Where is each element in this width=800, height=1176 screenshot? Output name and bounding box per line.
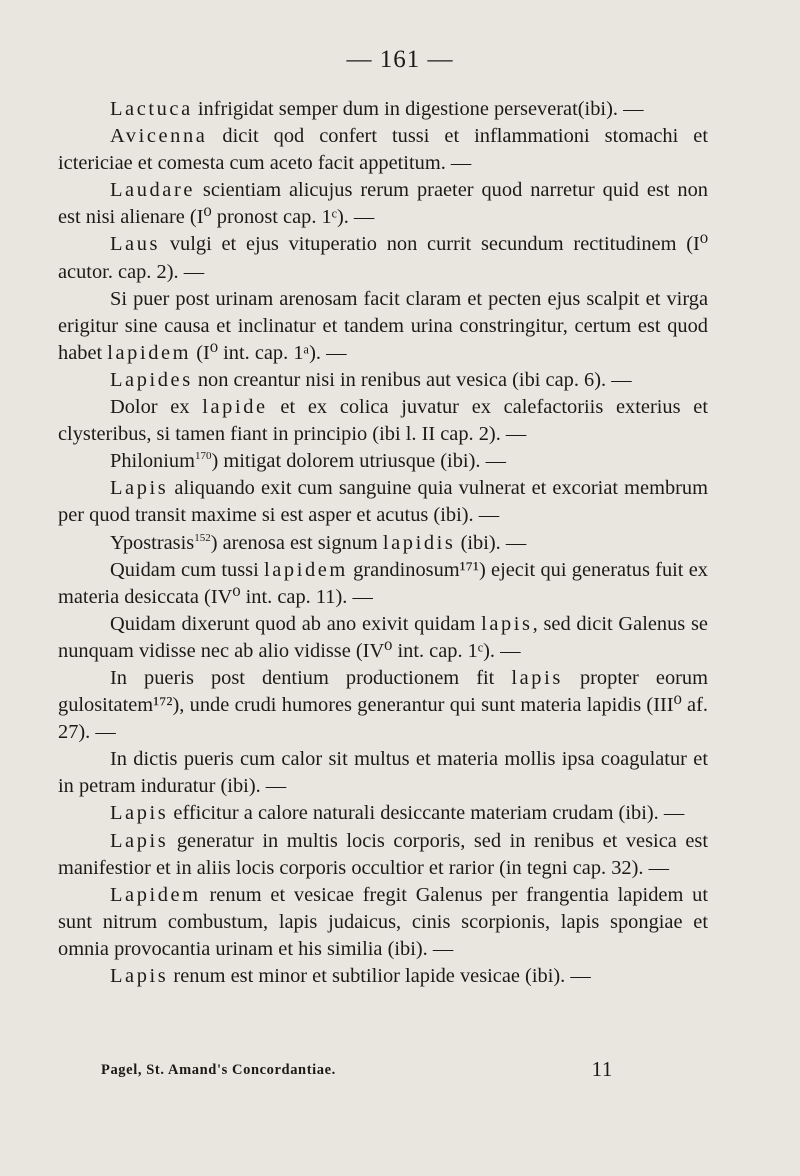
paragraph: [58, 828, 708, 882]
keyword: lapidem: [264, 558, 348, 581]
signature-mark: 11: [591, 1057, 613, 1081]
keyword: Lapis: [110, 802, 169, 825]
paragraph-text: Ypostrasis: [110, 531, 195, 554]
page-number: — 161 —: [346, 46, 454, 73]
keyword: lapidis: [382, 531, 456, 554]
paragraph-text: dicit qod confert tussi et inflammationi stomachi et ictericiae et comesta cum aceto facit appetitum. —: [58, 125, 708, 175]
paragraph: [58, 530, 708, 557]
paragraph-text: (ibi). —: [455, 531, 527, 554]
paragraph: [58, 800, 708, 827]
paragraph-text: In pueris post dentium productionem fit: [110, 666, 512, 689]
keyword: Lactuca: [110, 98, 193, 120]
text-body: [58, 96, 708, 990]
paragraph-text: non creantur nisi in renibus aut vesica (ibi cap. 6). —: [192, 368, 632, 391]
paragraph-text: Quidam cum tussi: [110, 558, 264, 581]
keyword: lapis: [481, 612, 533, 635]
paragraph: [58, 96, 708, 123]
keyword: Laudare: [110, 179, 195, 202]
paragraph: [58, 557, 708, 611]
paragraph-text: efficitur a calore naturali desiccante materiam crudam (ibi). —: [168, 802, 685, 825]
paragraph-text: renum et vesicae fregit Galenus per frangentia lapidem ut sunt nitrum combustum, lapis judaicus, cinis scorpionis, lapis spongiae et omnia provocantia urinam et his similia (ibi). —: [58, 883, 708, 960]
paragraph: [58, 746, 708, 800]
paragraph-text: et ex colica juvatur ex calefactoriis exterius et clysteribus, si tamen fiant in principio (ibi l. II cap. 2). —: [58, 396, 708, 446]
footnote-ref: 152: [194, 531, 211, 544]
paragraph: [58, 231, 708, 285]
paragraph-text: scientiam alicujus rerum praeter quod narretur quid est non est nisi alienare (I⁰ pronost cap. 1ᶜ). —: [58, 179, 708, 229]
paragraph-text: In dictis pueris cum calor sit multus et materia mollis ipsa coagulatur et in petram induratur (ibi). —: [58, 748, 708, 798]
paragraph-text: renum est minor et subtilior lapide vesicae (ibi). —: [168, 965, 591, 987]
paragraph-text: ) mitigat dolorem utriusque (ibi). —: [211, 450, 506, 473]
paragraph: [58, 475, 708, 529]
keyword: Lapis: [110, 477, 169, 500]
paragraph: [58, 177, 708, 231]
paragraph-text: Dolor ex: [110, 396, 203, 419]
paragraph-text: Si puer post urinam arenosam facit claram et pecten ejus scalpit et virga erigitur sine causa et inclinatur et tandem urina constringitur, certum est quod habet: [58, 287, 708, 364]
paragraph-text: vulgi et ejus vituperatio non currit secundum rectitudinem (I⁰ acutor. cap. 2). —: [58, 233, 708, 283]
keyword: lapide: [202, 396, 268, 419]
paragraph: [58, 286, 708, 367]
paragraph-text: grandinosum¹⁷¹) ejecit qui generatus fuit ex materia desiccata (IV⁰ int. cap. 11). —: [58, 558, 708, 608]
paragraph-text: Quidam dixerunt quod ab ano exivit quidam: [110, 612, 482, 635]
keyword: lapidem: [107, 341, 192, 364]
paragraph: [58, 882, 708, 963]
paragraph-text: generatur in multis locis corporis, sed in renibus et vesica est manifestior et in aliis locis corporis occultior et rarior (in tegni cap. 32). —: [58, 829, 708, 879]
paragraph: [58, 611, 708, 665]
footnote-ref: 170: [194, 450, 212, 463]
paragraph: [58, 448, 708, 475]
paragraph: [58, 123, 708, 177]
paragraph-text: infrigidat semper dum in digestione perseverat(ibi). —: [192, 98, 644, 120]
paragraph-text: , sed dicit Galenus se nunquam vidisse nec ab alio vidisse (IV⁰ int. cap. 1ᶜ). —: [58, 612, 708, 662]
keyword: Lapidem: [110, 883, 201, 906]
footer: [101, 1057, 613, 1081]
paragraph-text: propter eorum gulositatem¹⁷²), unde crudi humores generantur qui sunt materia lapidis (III⁰ af. 27). —: [58, 666, 708, 744]
keyword: Lapides: [110, 368, 193, 391]
paragraph: [58, 394, 708, 448]
paragraph-text: Philonium: [110, 450, 195, 473]
paragraph: [58, 665, 708, 746]
keyword: lapis: [511, 666, 563, 689]
paragraph-text: (I⁰ int. cap. 1ᵃ). —: [191, 341, 347, 364]
paragraph: [58, 963, 708, 990]
keyword: Avicenna: [110, 125, 208, 148]
keyword: Lapis: [110, 829, 169, 852]
keyword: Lapis: [110, 965, 169, 987]
paragraph: [58, 367, 708, 394]
paragraph-text: aliquando exit cum sanguine quia vulnerat et excoriat membrum per quod transit maxime si est asper et acutus (ibi). —: [58, 477, 708, 527]
keyword: Laus: [110, 233, 161, 256]
paragraph-text: ) arenosa est signum: [210, 531, 383, 554]
imprint: Pagel, St. Amand's Concordantiae.: [101, 1062, 336, 1078]
